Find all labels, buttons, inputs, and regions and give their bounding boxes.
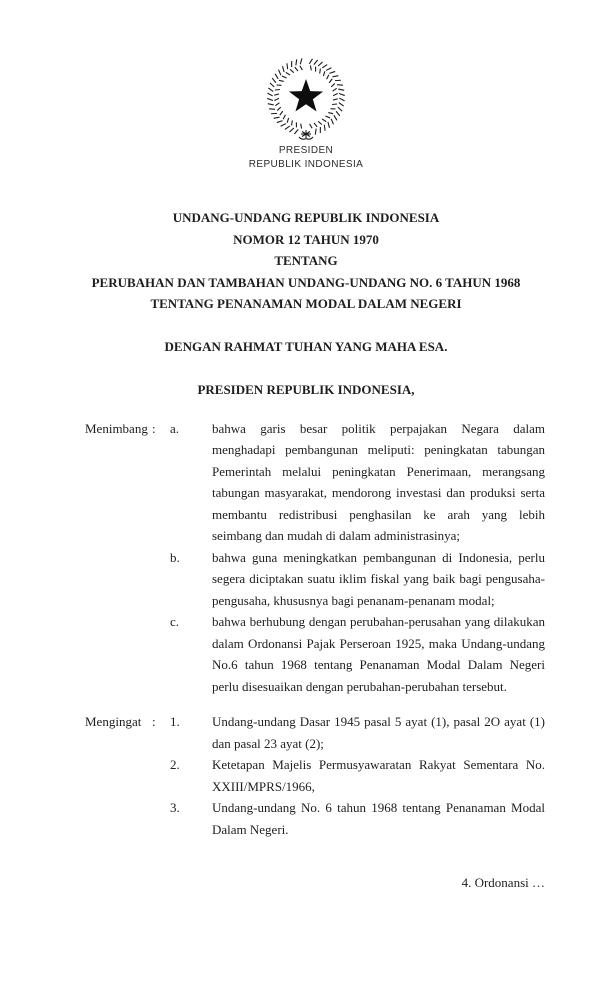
section-label: Menimbang [85,420,148,436]
doc-title-line-2: NOMOR 12 TAHUN 1970 [233,231,379,247]
clause-text: bahwa berhubung dengan perubahan-perusahan yang dilakukan dalam Ordonansi Pajak Perseroan 1925, maka Undang-undang No.6 tahun 1968 tentang Penanaman Modal Dalam Negeri perlu disesuaikan dengan perubahan-perubahan tersebut. [212,614,545,694]
clause-marker: c. [170,614,180,629]
section-label: Mengingat [85,714,142,729]
catchword: 4. Ordonansi … [461,875,545,890]
section-mengingat [0,711,612,840]
doc-title-block [0,207,612,315]
section-menimbang [0,418,612,698]
clause-text: Undang-undang Dasar 1945 pasal 5 ayat (1), pasal 2O ayat (1) dan pasal 23 ayat (2); [212,714,545,751]
ribbon-bow-icon [299,130,313,139]
star-icon [289,79,323,112]
clause-marker: 2. [170,757,180,772]
clause-marker: 3. [170,800,180,815]
section-separator: : [152,714,156,729]
doc-title-line-4: PERUBAHAN DAN TAMBAHAN UNDANG-UNDANG NO. 6 TAHUN 1968 [91,274,521,290]
clause-text: Ketetapan Majelis Permusyawaratan Rakyat Sementara No. XXIII/MPRS/1966, [212,757,545,794]
consideration-sections [0,418,612,841]
authority-line: PRESIDEN REPUBLIK INDONESIA, [197,382,415,397]
letterhead-republik-indonesia: REPUBLIK INDONESIA [248,158,364,170]
invocation-line: DENGAN RAHMAT TUHAN YANG MAHA ESA. [164,338,448,354]
clause-text: Undang-undang No. 6 tahun 1968 tentang Penanaman Modal Dalam Negeri. [212,800,545,837]
doc-title-line-1: UNDANG-UNDANG REPUBLIK INDONESIA [172,210,440,225]
presidential-emblem-icon [256,50,356,150]
doc-title-line-3: TENTANG [274,253,338,268]
doc-title-line-5: TENTANG PENANAMAN MODAL DALAM NEGERI [150,296,462,311]
section-separator: : [152,420,156,436]
clause-marker: b. [170,549,180,565]
letterhead-presiden: PRESIDEN [278,145,334,156]
letterhead [0,144,612,171]
clause-marker: 1. [170,714,180,729]
clause-text: bahwa garis besar politik perpajakan Negara dalam menghadapi pembangunan meliputi: peningkatan tabungan Pemerintah melalui peningkatan Penerimaan, merangsang tabungan masyarakat, mendorong investasi dan produksi serta membantu redistribusi penghasilan ke arah yang lebih seimbang dan mudah di dalam administrasinya; [212,420,545,543]
clause-marker: a. [170,420,180,436]
clause-text: bahwa guna meningkatkan pembangunan di Indonesia, perlu segera diciptakan suatu iklim fiskal yang baik bagi pengusaha-pengusaha, khususnya bagi penanam-penanam modal; [212,549,545,608]
